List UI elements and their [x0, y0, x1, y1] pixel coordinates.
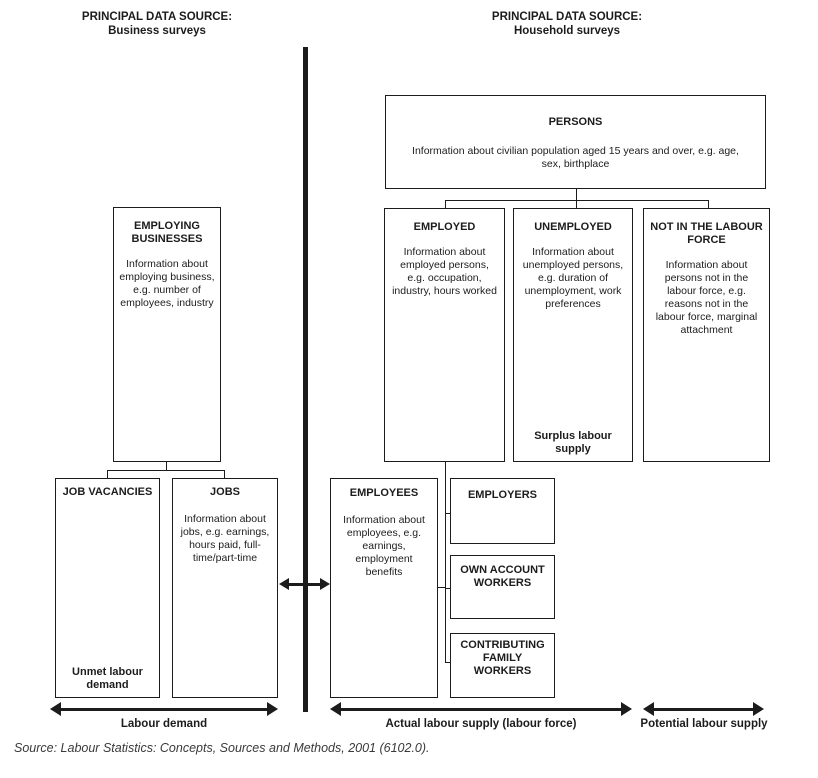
connector-stub-employed	[445, 200, 446, 208]
box-employers	[450, 478, 555, 544]
box-jobs-title: JOBS	[210, 486, 240, 498]
header-household-surveys	[457, 10, 677, 38]
box-nilf-title: NOT IN THE LABOUR FORCE	[650, 221, 763, 246]
actual-labour-supply-arrow	[330, 702, 632, 716]
box-unemployed-body: Information about unemployed persons, e.g. duration of unemployment, work preferences	[522, 246, 624, 310]
source-citation: Source: Labour Statistics: Concepts, Sources and Methods, 2001 (6102.0).	[14, 741, 430, 755]
box-job-vacancies	[55, 478, 160, 698]
connector-stub-unemployed	[576, 200, 577, 208]
box-persons-body: Information about civilian population aged 15 years and over, e.g. age, sex, birthplace	[412, 145, 739, 170]
header-left-line2: Business surveys	[108, 25, 206, 37]
box-contributing-family-workers	[450, 633, 555, 698]
box-employed-body: Information about employed persons, e.g. occupation, industry, hours worked	[392, 246, 497, 297]
box-contributing-family-workers-title: CONTRIBUTING FAMILY WORKERS	[460, 639, 545, 677]
header-right-line2: Household surveys	[513, 25, 621, 37]
connector-employed-vline	[445, 462, 446, 663]
box-persons	[385, 95, 766, 189]
jobs-employees-arrow	[279, 578, 330, 592]
actual-labour-supply-label: Actual labour supply (labour force)	[385, 718, 577, 730]
box-unemployed-footer: Surplus labour supply	[534, 430, 612, 455]
box-nilf-body: Information about persons not in the labour force, e.g. reasons not in the labour force, marginal attachment	[655, 259, 758, 336]
box-employed	[384, 208, 505, 462]
connector-persons-stub	[576, 189, 577, 200]
box-employers-title: EMPLOYERS	[467, 489, 538, 501]
arrowhead-right-icon	[320, 578, 330, 590]
box-unemployed-title: UNEMPLOYED	[534, 221, 612, 233]
box-employing-businesses	[113, 207, 221, 462]
arrowhead-right-icon	[267, 702, 278, 716]
connector-stub-jobs	[224, 470, 225, 478]
box-employing-businesses-title: EMPLOYING BUSINESSES	[131, 220, 203, 245]
box-own-account-workers	[450, 555, 555, 619]
box-employing-businesses-body: Information about employing business, e.g. number of employees, industry	[119, 258, 215, 309]
box-unemployed	[513, 208, 633, 462]
header-business-surveys	[47, 10, 267, 38]
header-left-line1: PRINCIPAL DATA SOURCE:	[81, 11, 233, 23]
labour-demand-label: Labour demand	[120, 718, 208, 730]
box-jobs-body: Information about jobs, e.g. earnings, hours paid, full-time/part-time	[180, 513, 270, 564]
arrowhead-right-icon	[753, 702, 764, 716]
potential-labour-supply-arrow	[643, 702, 764, 716]
arrow-shaft	[338, 708, 624, 711]
header-right-line1: PRINCIPAL DATA SOURCE:	[491, 11, 643, 23]
box-employees	[330, 478, 438, 698]
box-job-vacancies-title: JOB VACANCIES	[62, 486, 153, 498]
arrow-shaft	[58, 708, 270, 711]
connector-eb-stub	[166, 462, 167, 470]
labour-demand-arrow	[50, 702, 278, 716]
box-jobs	[172, 478, 278, 698]
box-job-vacancies-footer: Unmet labour demand	[72, 666, 143, 691]
arrowhead-right-icon	[621, 702, 632, 716]
connector-stub-job-vacancies	[107, 470, 108, 478]
box-employees-title: EMPLOYEES	[349, 487, 419, 499]
divider-line	[303, 47, 308, 712]
arrow-shaft	[651, 708, 756, 711]
box-employed-title: EMPLOYED	[413, 221, 476, 233]
connector-eb-hline	[107, 470, 224, 471]
potential-labour-supply-label: Potential labour supply	[640, 718, 768, 730]
connector-stub-nilf	[708, 200, 709, 208]
box-persons-title: PERSONS	[548, 116, 603, 128]
box-not-in-labour-force	[643, 208, 770, 462]
box-own-account-workers-title: OWN ACCOUNT WORKERS	[460, 564, 545, 589]
arrow-shaft	[286, 583, 323, 586]
box-employees-body: Information about employees, e.g. earnings, employment benefits	[343, 514, 425, 578]
